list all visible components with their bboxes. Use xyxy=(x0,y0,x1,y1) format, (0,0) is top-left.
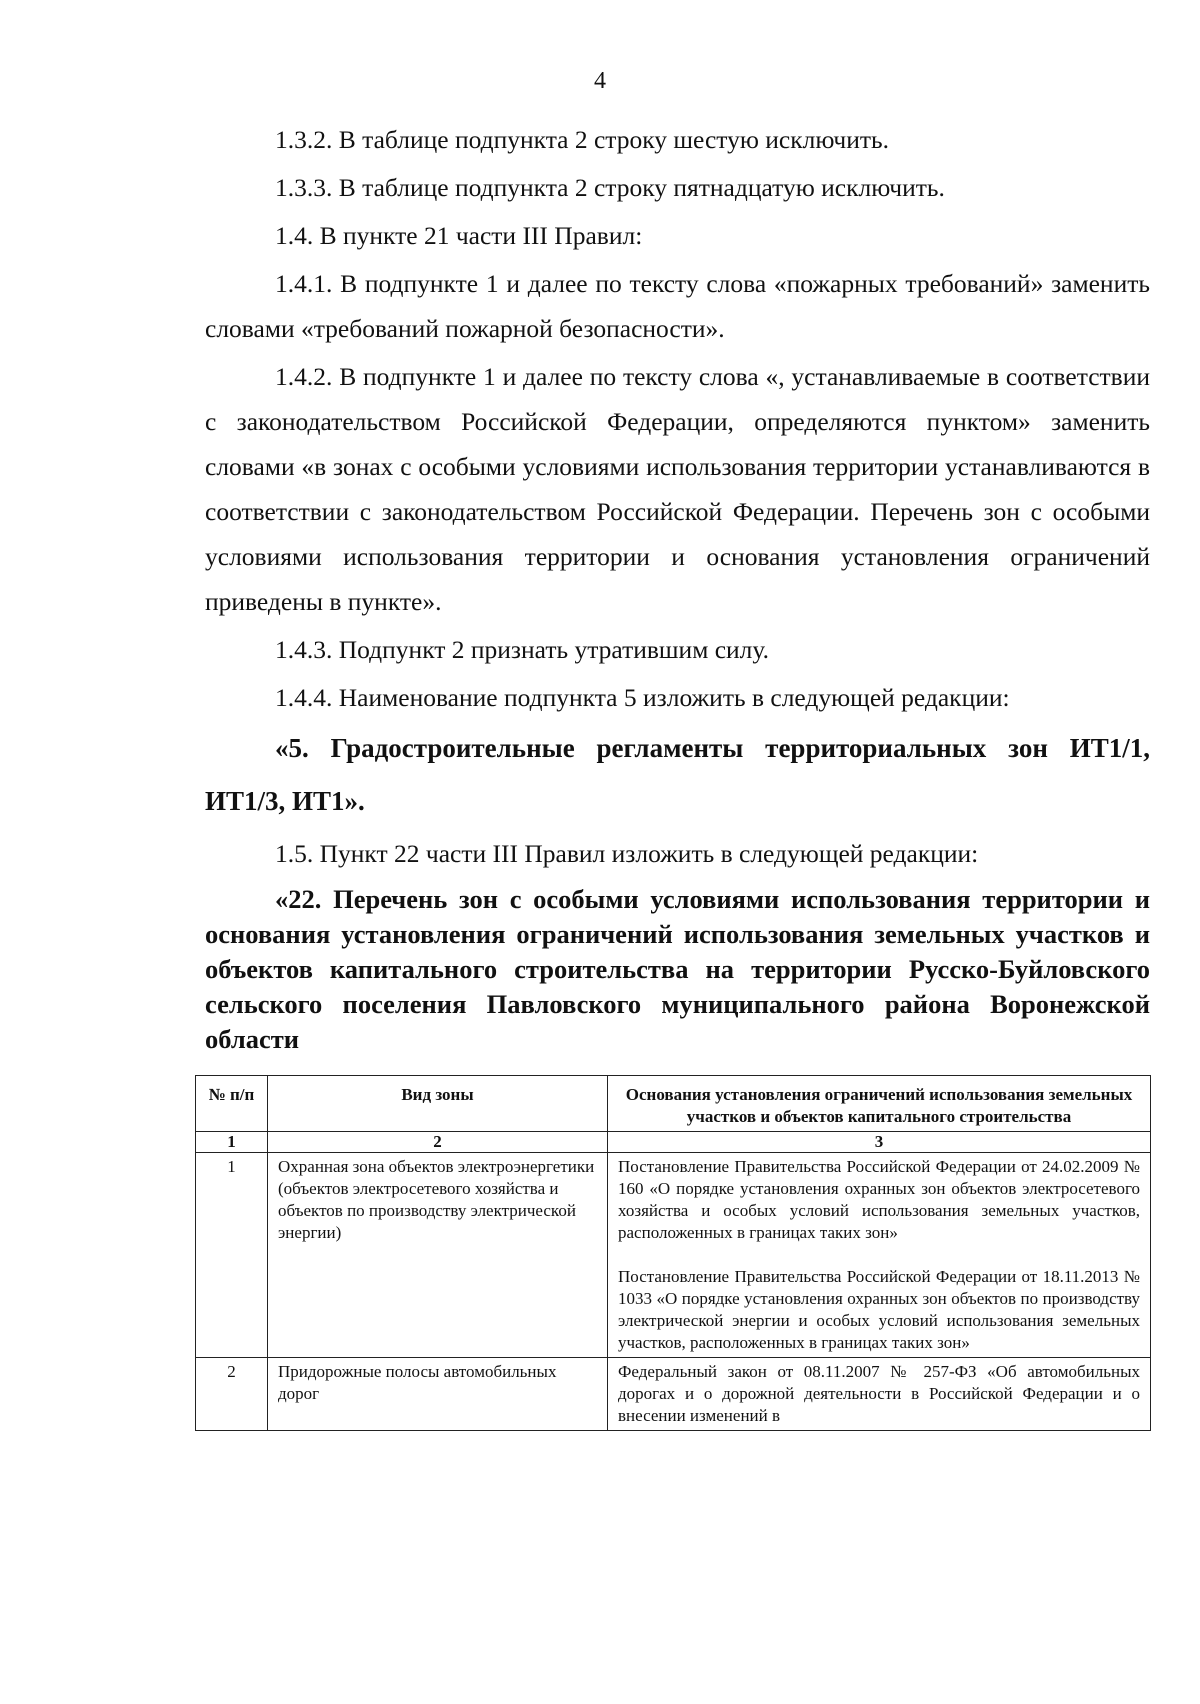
paragraph-1-3-2: 1.3.2. В таблице подпункта 2 строку шестую исключить. xyxy=(275,125,890,154)
basis-item: Постановление Правительства Российской Федерации от 18.11.2013 № 1033 «О порядке установления охранных зон объектов по производству электрической энергии и особых условий использования земельных участков, расположенных в границах таких зон» xyxy=(618,1267,1140,1352)
paragraph-1-4-2: 1.4.2. В подпункте 1 и далее по тексту слова «, устанавливаемые в соответствии с законодательством Российской Федерации, определяются пунктом» заменить словами «в зонах с особыми условиями использования территории устанавливаются в соответствии с законодательством Российской Федерации. Перечень зон с особыми условиями использования территории и основания установления ограничений приведены в пункте». xyxy=(205,362,1150,616)
column-number-1: 1 xyxy=(196,1132,268,1153)
paragraph-1-3-3: 1.3.3. В таблице подпункта 2 строку пятнадцатую исключить. xyxy=(275,173,945,202)
basis-item: Федеральный закон от 08.11.2007 № 257-ФЗ «Об автомобильных дорогах и о дорожной деятельности в Российской Федерации и о внесении изменений в xyxy=(618,1362,1140,1425)
paragraph-1-5: 1.5. Пункт 22 части III Правил изложить в следующей редакции: xyxy=(275,839,979,868)
page-number: 4 xyxy=(594,68,606,94)
zones-table xyxy=(195,1075,1151,1431)
header-num: № п/п xyxy=(196,1076,268,1132)
row-zone-type: Охранная зона объектов электроэнергетики (объектов электросетевого хозяйства и объектов по производству электрической энергии) xyxy=(268,1153,608,1358)
column-number-2: 2 xyxy=(268,1132,608,1153)
paragraph-1-4-3: 1.4.3. Подпункт 2 признать утратившим силу. xyxy=(275,635,769,664)
header-basis: Основания установления ограничений использования земельных участков и объектов капитального строительства xyxy=(608,1076,1151,1132)
table-column-numbers-row xyxy=(196,1132,1151,1153)
heading-subsection-5: «5. Градостроительные регламенты территориальных зон ИТ1/1, ИТ1/3, ИТ1». xyxy=(205,733,1150,816)
table-row xyxy=(196,1358,1151,1431)
table-row xyxy=(196,1153,1151,1358)
paragraph-1-4-1: 1.4.1. В подпункте 1 и далее по тексту слова «пожарных требований» заменить словами «требований пожарной безопасности». xyxy=(205,269,1150,343)
basis-item: Постановление Правительства Российской Федерации от 24.02.2009 № 160 «О порядке установления охранных зон объектов электросетевого хозяйства и особых условий использования земельных участков, расположенных в границах таких зон» xyxy=(618,1157,1140,1242)
paragraph-1-4-4: 1.4.4. Наименование подпункта 5 изложить в следующей редакции: xyxy=(275,683,1010,712)
row-basis xyxy=(608,1153,1151,1358)
paragraph-1-4: 1.4. В пункте 21 части III Правил: xyxy=(275,221,643,250)
zones-table-wrapper xyxy=(195,1075,1150,1431)
document-body xyxy=(205,117,1150,1057)
heading-section-22: «22. Перечень зон с особыми условиями использования территории и основания установления ограничений использования земельных участков и объектов капитального строительства на территории Русско-Буйловского сельского поселения Павловского муниципального района Воронежской области xyxy=(205,884,1150,1054)
column-number-3: 3 xyxy=(608,1132,1151,1153)
row-basis xyxy=(608,1358,1151,1431)
row-num: 1 xyxy=(196,1153,268,1358)
row-num: 2 xyxy=(196,1358,268,1431)
header-zone-type: Вид зоны xyxy=(268,1076,608,1132)
table-header-row xyxy=(196,1076,1151,1132)
row-zone-type: Придорожные полосы автомобильных дорог xyxy=(268,1358,608,1431)
